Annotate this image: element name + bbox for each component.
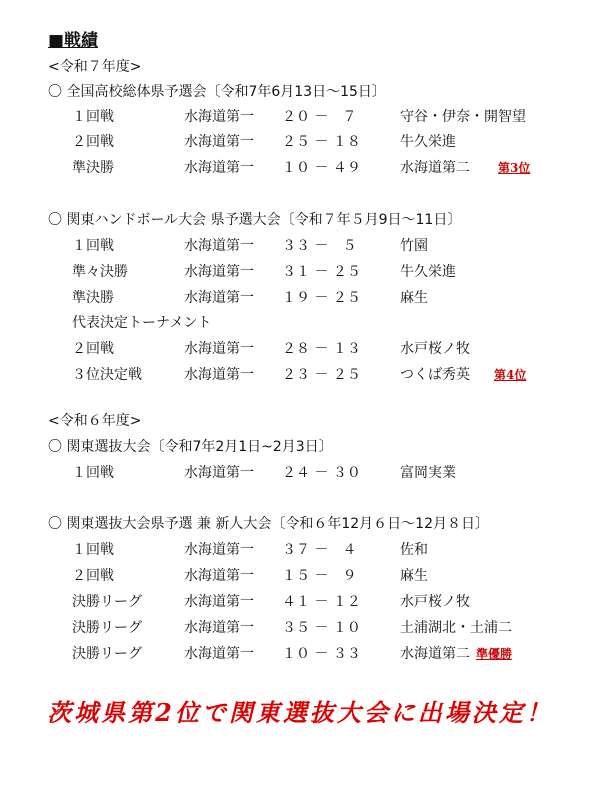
match-opponent: 麻生 [400, 290, 428, 306]
placement-badge: 第3位 [498, 161, 531, 175]
match-row [0, 106, 600, 126]
match-opponent: 牛久栄進 [400, 264, 456, 280]
match-opponent: 麻生 [400, 568, 428, 584]
event-title: 〇 関東ハンドボール大会 県予選大会〔令和７年５月9日～11日〕 [48, 212, 462, 228]
match-score: ３５ － １０ [282, 620, 361, 636]
event-subtitle: 代表決定トーナメント [72, 315, 212, 331]
match-row [0, 617, 600, 637]
match-opponent: つくば秀英 [400, 367, 470, 383]
match-opponent: 水海道第二 [400, 646, 470, 662]
match-team: 水海道第一 [184, 290, 254, 306]
event-title: 〇 関東選抜大会〔令和7年2月1日~2月3日〕 [48, 439, 333, 455]
match-team: 水海道第一 [184, 160, 254, 176]
match-score: ３３ － ５ [282, 238, 357, 254]
match-team: 水海道第一 [184, 341, 254, 357]
match-row [0, 591, 600, 611]
match-row [0, 287, 600, 307]
match-score: ３７ － ４ [282, 542, 357, 558]
match-opponent: 土浦湖北・土浦二 [400, 620, 512, 636]
match-team: 水海道第一 [184, 367, 254, 383]
match-score: ２０ － ７ [282, 109, 357, 125]
match-row [0, 364, 600, 384]
match-score: １５ － ９ [282, 568, 357, 584]
match-opponent: 水海道第二 [400, 160, 470, 176]
match-round: 準々決勝 [72, 264, 128, 280]
match-round: １回戦 [72, 542, 114, 558]
match-row [0, 261, 600, 281]
match-team: 水海道第一 [184, 620, 254, 636]
match-round: １回戦 [72, 465, 114, 481]
match-row [0, 643, 600, 663]
match-round: １回戦 [72, 238, 114, 254]
match-opponent: 牛久栄進 [400, 134, 456, 150]
match-opponent: 水戸桜ノ牧 [400, 594, 470, 610]
record-heading: ■戦績 [48, 31, 99, 51]
match-round: 決勝リーグ [72, 646, 142, 662]
match-row [0, 338, 600, 358]
year-label: <令和６年度> [48, 413, 142, 429]
event-title: 〇 関東選抜大会県予選 兼 新人大会〔令和６年12月６日～12月８日〕 [48, 516, 489, 532]
match-round: ３位決定戦 [72, 367, 142, 383]
match-row [0, 157, 600, 177]
match-score: ３１ － ２５ [282, 264, 361, 280]
match-team: 水海道第一 [184, 134, 254, 150]
match-team: 水海道第一 [184, 465, 254, 481]
match-round: 準決勝 [72, 290, 114, 306]
match-score: １０ － ４９ [282, 160, 361, 176]
match-opponent: 守谷・伊奈・開智望 [400, 109, 526, 125]
match-team: 水海道第一 [184, 646, 254, 662]
event-title: 〇 全国高校総体県予選会〔令和7年6月13日～15日〕 [48, 84, 386, 100]
match-team: 水海道第一 [184, 238, 254, 254]
match-round: ２回戦 [72, 568, 114, 584]
match-row [0, 131, 600, 151]
match-opponent: 富岡実業 [400, 465, 456, 481]
match-team: 水海道第一 [184, 264, 254, 280]
match-opponent: 竹園 [400, 238, 428, 254]
match-score: １０ － ３３ [282, 646, 361, 662]
placement-badge: 第4位 [494, 368, 527, 382]
placement-badge: 準優勝 [476, 647, 513, 661]
match-score: ２８ － １３ [282, 341, 361, 357]
match-round: 決勝リーグ [72, 620, 142, 636]
match-score: ２５ － １８ [282, 134, 361, 150]
match-round: ２回戦 [72, 134, 114, 150]
match-team: 水海道第一 [184, 594, 254, 610]
match-round: １回戦 [72, 109, 114, 125]
match-team: 水海道第一 [184, 568, 254, 584]
match-score: ２４ － ３０ [282, 465, 361, 481]
match-opponent: 水戸桜ノ牧 [400, 341, 470, 357]
match-round: 準決勝 [72, 160, 114, 176]
match-score: ４１ － １２ [282, 594, 361, 610]
match-score: ２３ － ２５ [282, 367, 361, 383]
match-row [0, 235, 600, 255]
match-row [0, 565, 600, 585]
qualification-banner: 茨城県第2位で関東選抜大会に出場決定！ [47, 698, 553, 727]
match-score: １９ － ２５ [282, 290, 361, 306]
match-round: ２回戦 [72, 341, 114, 357]
match-round: 決勝リーグ [72, 594, 142, 610]
year-label: <令和７年度> [48, 59, 142, 75]
match-opponent: 佐和 [400, 542, 428, 558]
match-row [0, 462, 600, 482]
match-team: 水海道第一 [184, 109, 254, 125]
match-team: 水海道第一 [184, 542, 254, 558]
match-row [0, 539, 600, 559]
